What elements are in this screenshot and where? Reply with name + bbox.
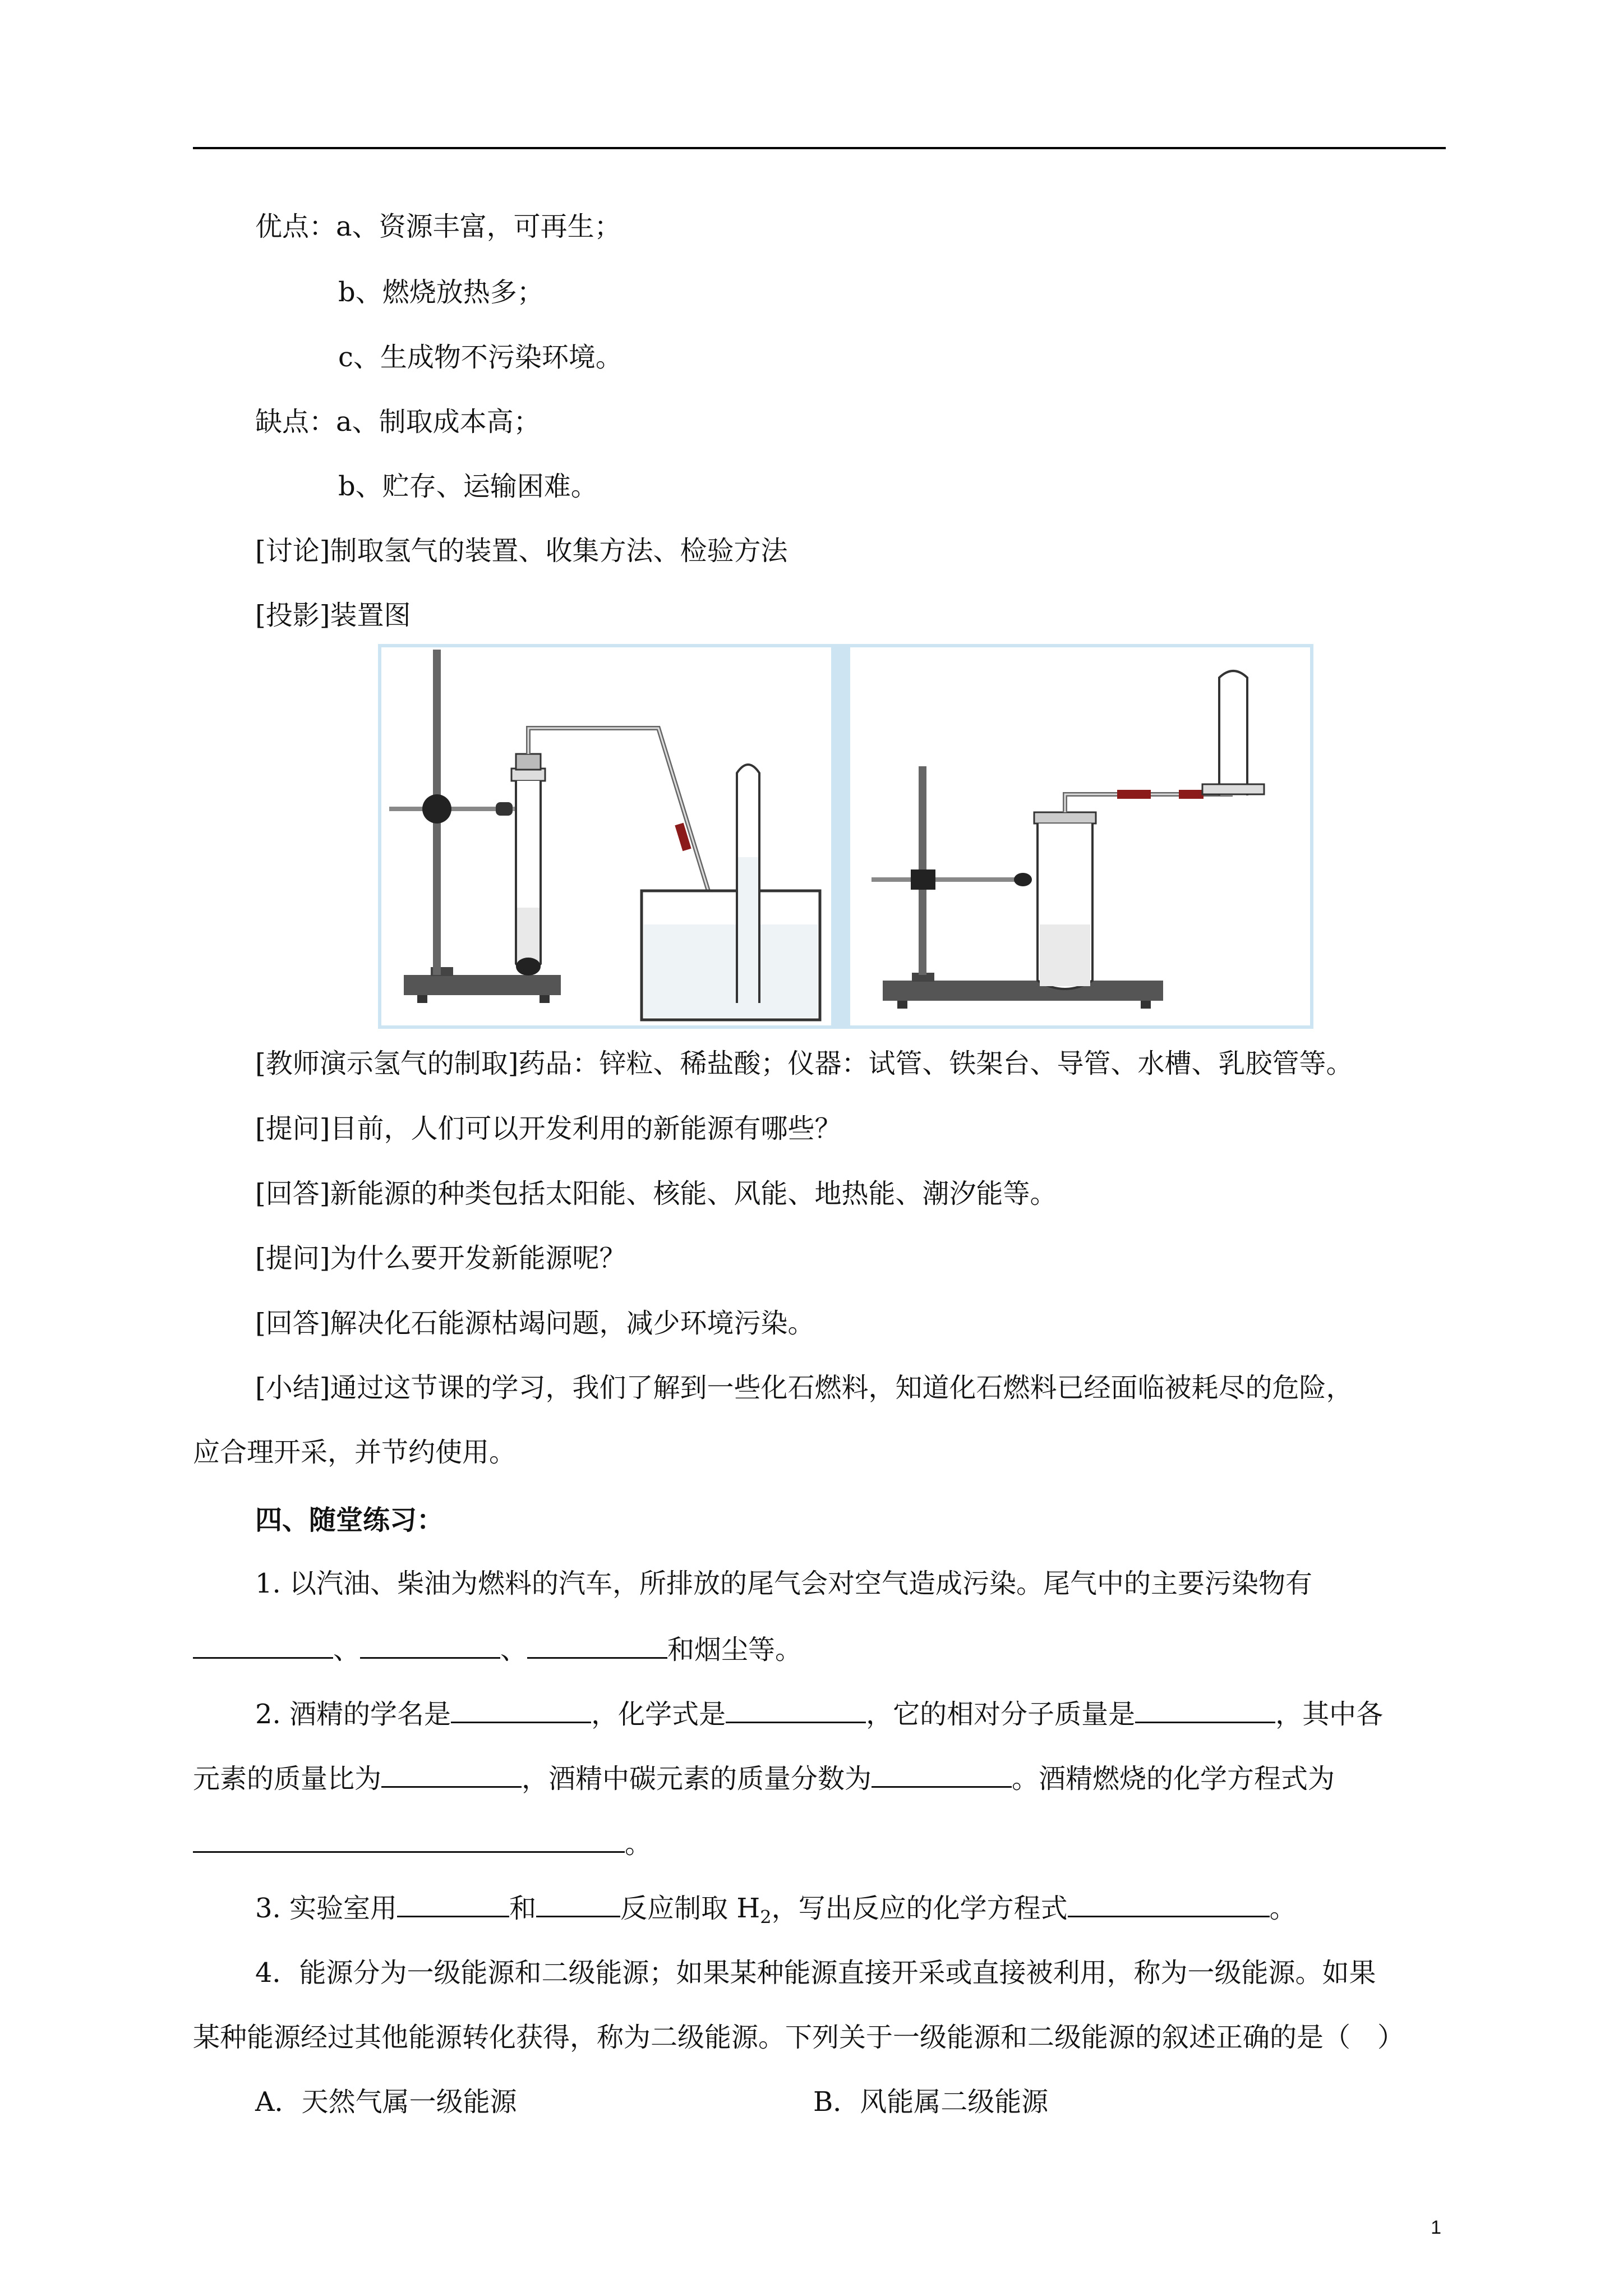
text: 元素的质量比为 <box>193 1763 382 1795</box>
text: 3. 实验室用 <box>255 1893 398 1924</box>
answer-1: [回答]新能源的种类包括太阳能、核能、风能、地热能、潮汐能等。 <box>255 1178 1057 1209</box>
text: ，写出反应的化学方程式 <box>771 1893 1068 1924</box>
text: ，化学式是 <box>591 1699 726 1730</box>
subscript: 2 <box>760 1906 772 1928</box>
text: 。 <box>1269 1893 1297 1924</box>
text: ，酒精中碳元素的质量分数为 <box>522 1763 872 1795</box>
exercise-2-line-3 <box>193 1826 652 1861</box>
exercise-1-tail: 和烟尘等。 <box>667 1634 803 1665</box>
summary-line-2: 应合理开采，并节约使用。 <box>193 1437 517 1468</box>
text: 反应制取 H <box>620 1893 760 1924</box>
projection-text: [投影]装置图 <box>255 600 411 631</box>
exercise-4-line-2: 某种能源经过其他能源转化获得，称为二级能源。下列关于一级能源和二级能源的叙述正确的是（ ） <box>193 2022 1405 2053</box>
separator: 、 <box>333 1634 361 1665</box>
summary-line-1: [小结]通过这节课的学习，我们了解到一些化石燃料，知道化石燃料已经面临被耗尽的危险， <box>255 1372 1353 1404</box>
blank-reagent-2[interactable] <box>536 1891 620 1917</box>
option-b[interactable]: B．风能属二级能源 <box>813 2086 1049 2118</box>
section-title: 四、随堂练习： <box>255 1504 444 1536</box>
advantage-a: 优点：a、资源丰富，可再生； <box>255 211 621 242</box>
header-rule <box>193 147 1446 149</box>
advantage-b: b、燃烧放热多； <box>338 277 544 308</box>
exercise-2-line-2 <box>193 1761 1335 1796</box>
blank-alcohol-name[interactable] <box>451 1697 591 1723</box>
exercise-1-line-1: 1. 以汽油、柴油为燃料的汽车，所排放的尾气会对空气造成污染。尾气中的主要污染物有 <box>255 1568 1313 1599</box>
demo-text: [教师演示氢气的制取]药品：锌粒、稀盐酸；仪器：试管、铁架台、导管、水槽、乳胶管等。 <box>255 1048 1353 1079</box>
blank-pollutant-2[interactable] <box>360 1632 500 1659</box>
text: 。 <box>625 1828 652 1860</box>
apparatus-figure <box>378 644 1313 1029</box>
text: ，其中各 <box>1275 1699 1384 1730</box>
exercise-4-line-1: 4．能源分为一级能源和二级能源；如果某种能源直接开采或直接被利用，称为一级能源。如果 <box>255 1957 1376 1989</box>
exercise-3 <box>255 1891 1297 1934</box>
question-2: [提问]为什么要开发新能源呢？ <box>255 1243 626 1274</box>
blank-molecular-mass[interactable] <box>1135 1697 1275 1723</box>
blank-pollutant-1[interactable] <box>193 1632 333 1659</box>
text: 2. 酒精的学名是 <box>255 1699 451 1730</box>
option-a[interactable]: A．天然气属一级能源 <box>255 2086 517 2118</box>
blank-alcohol-formula[interactable] <box>726 1697 866 1723</box>
separator: 、 <box>500 1634 528 1665</box>
blank-reaction-equation[interactable] <box>1068 1891 1270 1917</box>
disadvantage-b: b、贮存、运输困难。 <box>338 471 598 502</box>
blank-combustion-equation[interactable] <box>193 1826 625 1853</box>
question-1: [提问]目前，人们可以开发利用的新能源有哪些？ <box>255 1113 842 1144</box>
disadvantage-a: 缺点：a、制取成本高； <box>255 406 541 438</box>
blank-reagent-1[interactable] <box>397 1891 509 1917</box>
advantage-c: c、生成物不污染环境。 <box>338 342 623 373</box>
blank-mass-ratio[interactable] <box>381 1761 522 1788</box>
blank-carbon-fraction[interactable] <box>872 1761 1012 1788</box>
text: 。酒精燃烧的化学方程式为 <box>1012 1763 1335 1795</box>
blank-pollutant-3[interactable] <box>527 1632 667 1659</box>
exercise-2-line-1 <box>255 1697 1383 1731</box>
exercise-1-line-2 <box>193 1632 802 1667</box>
discussion-text: [讨论]制取氢气的装置、收集方法、检验方法 <box>255 535 788 567</box>
answer-2: [回答]解决化石能源枯竭问题，减少环境污染。 <box>255 1308 815 1339</box>
text: 和 <box>509 1893 537 1924</box>
text: ，它的相对分子质量是 <box>866 1699 1136 1730</box>
page-number: 1 <box>1431 2217 1441 2238</box>
